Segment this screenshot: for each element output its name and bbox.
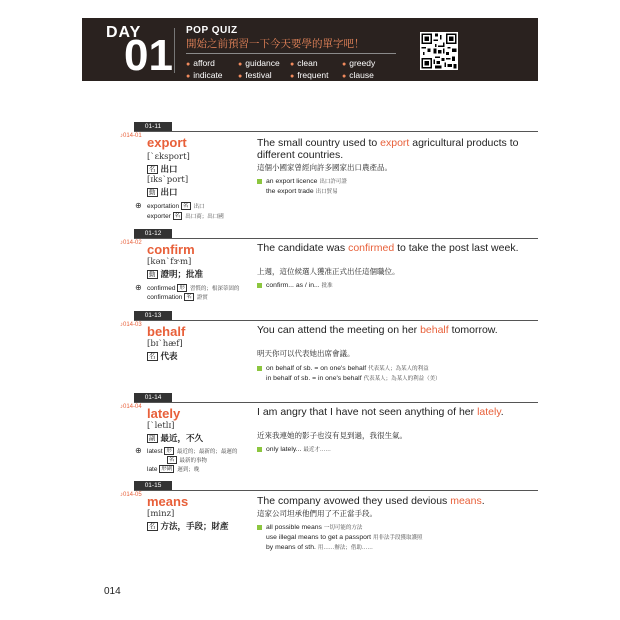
day-label: DAY <box>106 24 142 41</box>
derivative: 名 最新的事物 <box>169 457 208 464</box>
example-sentence: You can attend the meeting on her behalf tomorrow. <box>257 324 498 336</box>
sentence-translation: 這家公司坦承他們用了不正當手段。 <box>257 509 377 518</box>
audio-track-label[interactable]: ♪014-04 <box>120 404 142 410</box>
phrase: by means of sth. 用……辦法；借助…… <box>266 544 373 551</box>
derivative: latest 形 最近的；最新的；最遲的 <box>147 448 238 455</box>
quiz-word: ● indicate <box>186 70 223 80</box>
phrase-marker-icon <box>257 447 262 452</box>
definition: 動 出口 <box>149 188 178 198</box>
entry-number-tag: 01-14 <box>134 393 172 402</box>
phrase-marker-icon <box>257 525 262 530</box>
phrase: all possible means 一切可能的方法 <box>266 524 363 531</box>
definition: 動 證明；批准 <box>149 270 204 280</box>
sentence-translation: 上週，這位候選人獲准正式出任這個職位。 <box>257 267 400 276</box>
quiz-word: ● afford <box>186 58 215 68</box>
quiz-word: ● frequent <box>290 70 329 80</box>
entry-divider <box>134 238 538 239</box>
headword: means <box>147 494 189 509</box>
phrase-marker-icon <box>257 366 262 371</box>
day-header-banner <box>82 18 538 81</box>
derivative-icon: ⊕ <box>135 446 142 455</box>
phrase: an export licence 出口許可證 <box>266 178 347 185</box>
phrase: use illegal means to get a passport 用非法手段獲取護照 <box>266 534 423 541</box>
definition: 名 方法，手段；財產 <box>149 522 229 532</box>
phonetic: [ˋɛksport] <box>147 152 190 162</box>
phrase: in behalf of sb. = in one's behalf 代表某人；為某人的利益（美） <box>266 375 441 382</box>
phonetic: [ɪksˋport] <box>147 175 189 185</box>
vocab-entry-lately <box>120 393 538 479</box>
entry-number-tag: 01-11 <box>134 122 172 131</box>
pop-quiz-underline <box>186 53 396 54</box>
vocab-entry-confirm <box>120 229 538 309</box>
entry-number-tag: 01-12 <box>134 229 172 238</box>
phrase: only lately... 最近才…… <box>266 446 331 453</box>
sentence-translation: 近來我連她的影子也沒有見到過，我很生氣。 <box>257 431 407 440</box>
example-sentence: The company avowed they used devious means. <box>257 495 485 507</box>
phonetic: [minz] <box>147 509 175 519</box>
day-number: 01 <box>124 31 173 80</box>
sentence-translation: 明天你可以代表她出席會議。 <box>257 349 355 358</box>
phrase: on behalf of sb. = on one's behalf 代表某人；為某人的利益 <box>266 365 429 372</box>
definition: 名 代表 <box>149 352 178 362</box>
entry-number-tag: 01-15 <box>134 481 172 490</box>
page-number: 014 <box>104 586 121 597</box>
entry-divider <box>134 320 538 321</box>
headword: behalf <box>147 324 186 339</box>
vocab-entry-means <box>120 481 538 571</box>
phrase-marker-icon <box>257 179 262 184</box>
headword: confirm <box>147 242 195 257</box>
example-sentence: The small country used to export agricultural products to different countries. <box>257 137 519 161</box>
derivative: exporter 名 出口商；出口國 <box>147 213 224 220</box>
headword: export <box>147 135 187 150</box>
qr-code-icon[interactable] <box>420 32 458 70</box>
entry-divider <box>134 490 538 491</box>
definition: 副 最近，不久 <box>149 434 204 444</box>
derivative: confirmation 名 證實 <box>147 294 208 301</box>
pop-quiz-subtitle: 開始之前預習一下今天要學的單字吧！ <box>186 38 365 50</box>
vocab-entry-behalf <box>120 311 538 391</box>
quiz-word: ● clean <box>290 58 318 68</box>
derivative: exportation 名 出口 <box>147 203 205 210</box>
audio-track-label[interactable]: ♪014-05 <box>120 492 142 498</box>
quiz-word: ● greedy <box>342 58 376 68</box>
definition: 名 出口 <box>149 165 178 175</box>
phonetic: [bɪˋhæf] <box>147 339 183 349</box>
audio-track-label[interactable]: ♪014-02 <box>120 240 142 246</box>
quiz-word: ● festival <box>238 70 272 80</box>
phonetic: [ˋletlɪ] <box>147 421 175 431</box>
audio-track-label[interactable]: ♪014-03 <box>120 322 142 328</box>
derivative-icon: ⊕ <box>135 283 142 292</box>
phrase-marker-icon <box>257 283 262 288</box>
phrase: the export trade 出口貿易 <box>266 188 338 195</box>
entry-divider <box>134 131 538 132</box>
phonetic: [kənˋfɝm] <box>147 257 192 267</box>
headword: lately <box>147 406 181 421</box>
vocab-entry-export <box>120 122 538 232</box>
example-sentence: The candidate was confirmed to take the post last week. <box>257 242 519 254</box>
pop-quiz-title: POP QUIZ <box>186 25 238 36</box>
sentence-translation: 這個小國家曾經向許多國家出口農產品。 <box>257 163 392 172</box>
derivative: confirmed 形 習慣的；根深蒂固的 <box>147 285 240 292</box>
derivative-icon: ⊕ <box>135 201 142 210</box>
header-divider <box>174 28 175 73</box>
quiz-word: ● guidance <box>238 58 280 68</box>
audio-track-label[interactable]: ♪014-01 <box>120 133 142 139</box>
phrase: confirm... as / in... 批准 <box>266 282 333 289</box>
quiz-word: ● clause <box>342 70 374 80</box>
entry-divider <box>134 402 538 403</box>
example-sentence: I am angry that I have not seen anything of her lately. <box>257 406 504 418</box>
derivative: late 形副 遲到；晚 <box>147 466 200 473</box>
entry-number-tag: 01-13 <box>134 311 172 320</box>
